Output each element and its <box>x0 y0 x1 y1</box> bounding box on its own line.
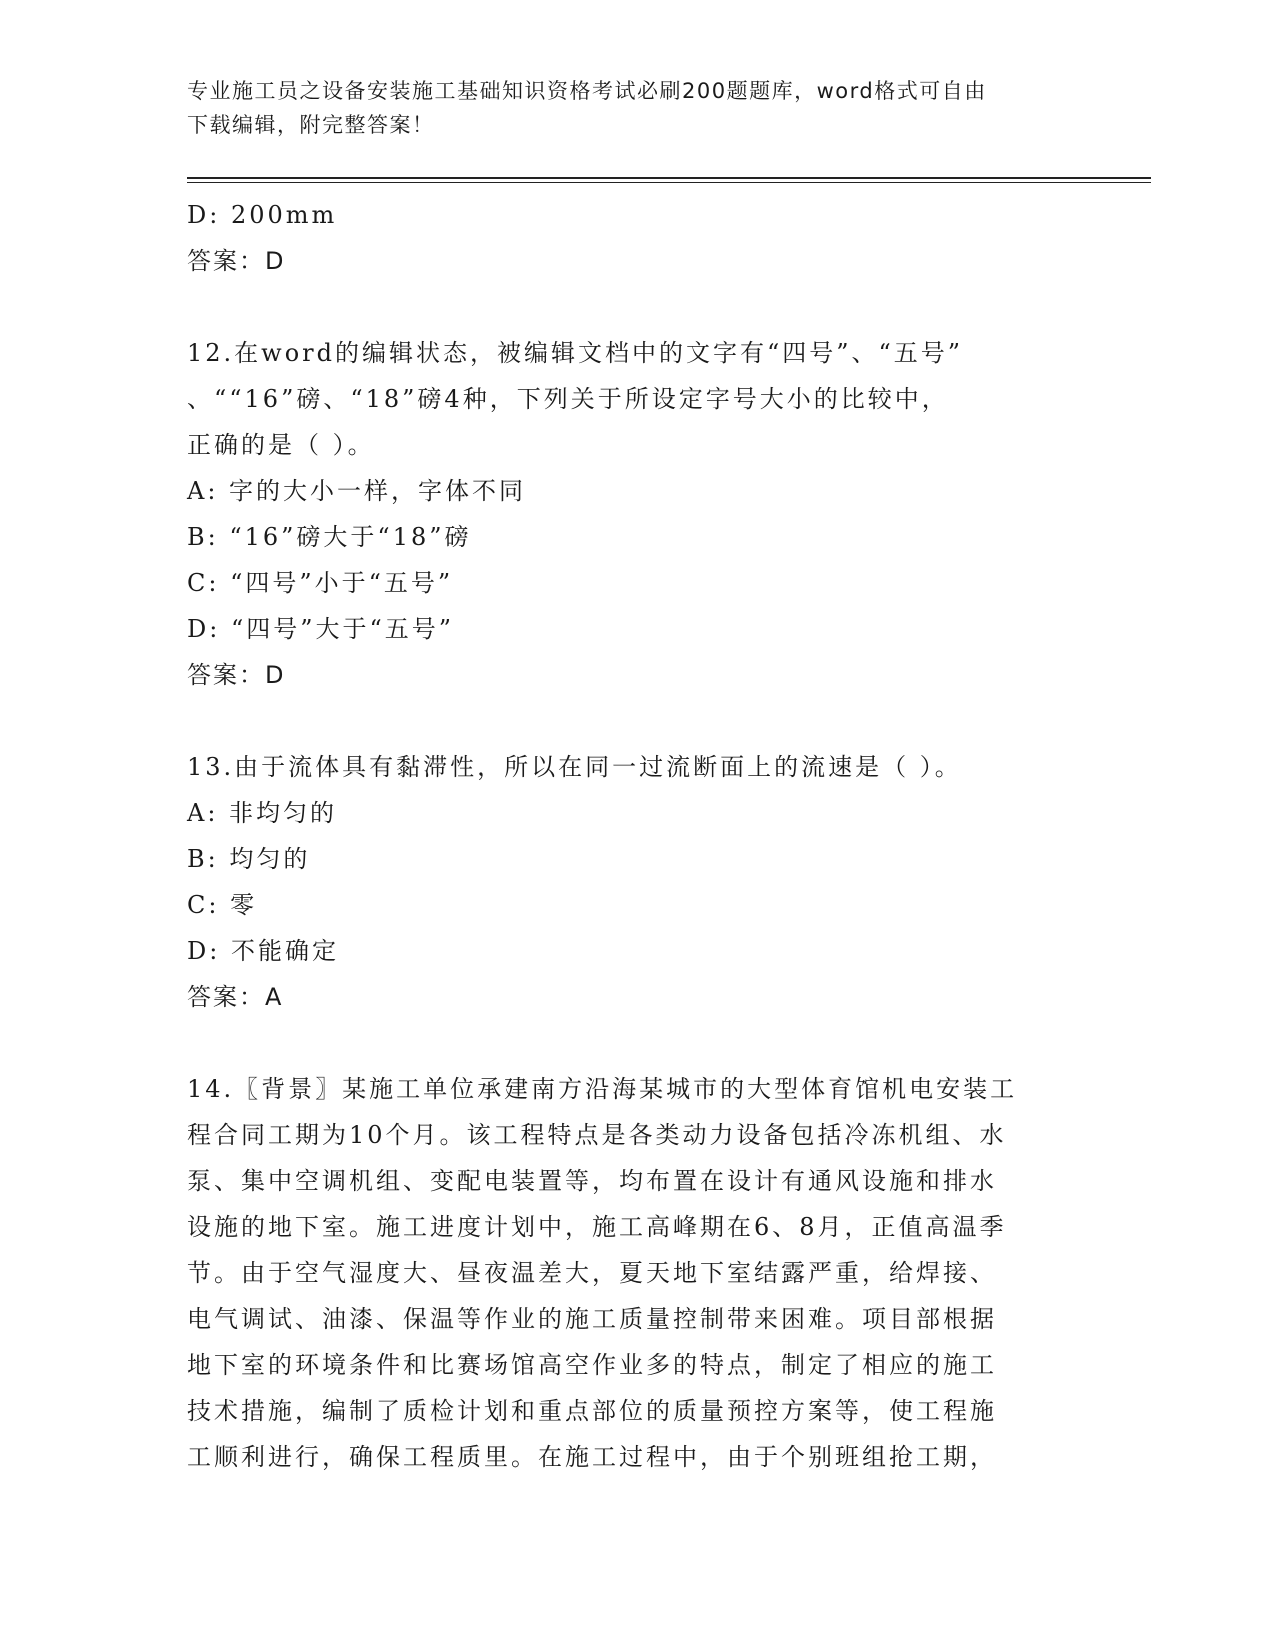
document-body <box>187 192 1087 1480</box>
q14-line: 工顺利进行，确保工程质里。在施工过程中，由于个别班组抢工期， <box>187 1443 997 1471</box>
spacer <box>187 698 1087 744</box>
q14-line: 程合同工期为10个月。该工程特点是各类动力设备包括冷冻机组、水 <box>187 1121 1007 1149</box>
q14-line: 地下室的环境条件和比赛场馆高空作业多的特点，制定了相应的施工 <box>187 1351 997 1379</box>
q14-line: 节。由于空气湿度大、昼夜温差大，夏天地下室结露严重，给焊接、 <box>187 1259 997 1287</box>
header-rule-thick <box>187 177 1151 179</box>
q12-option-a: A: 字的大小一样，字体不同 <box>187 477 527 505</box>
q14-line: 泵、集中空调机组、变配电装置等，均布置在设计有通风设施和排水 <box>187 1167 997 1195</box>
q14-line: 电气调试、油漆、保温等作业的施工质量控制带来困难。项目部根据 <box>187 1305 997 1333</box>
q12-answer: 答案：D <box>187 661 286 689</box>
spacer <box>187 1020 1087 1066</box>
spacer <box>187 284 1087 330</box>
header-rule-thin <box>187 182 1151 183</box>
q13-option-a: A: 非均匀的 <box>187 799 338 827</box>
q12-stem-line-2: 、““16”磅、“18”磅4种，下列关于所设定字号大小的比较中， <box>187 385 949 413</box>
q13-stem: 13.由于流体具有黏滞性，所以在同一过流断面上的流速是（ ）。 <box>187 753 962 781</box>
q13-option-c: C: 零 <box>187 891 258 919</box>
q11-answer: 答案：D <box>187 247 286 275</box>
header-line-2: 下载编辑，附完整答案！ <box>187 113 435 137</box>
header-line-1: 专业施工员之设备安装施工基础知识资格考试必刷200题题库，word格式可自由 <box>187 79 987 103</box>
q12-option-c: C: “四号”小于“五号” <box>187 569 454 597</box>
q13-option-d: D: 不能确定 <box>187 937 339 965</box>
q12-option-b: B: “16”磅大于“18”磅 <box>187 523 472 551</box>
q12-stem-line-1: 12.在word的编辑状态，被编辑文档中的文字有“四号”、“五号” <box>187 339 964 367</box>
q14-line: 设施的地下室。施工进度计划中，施工高峰期在6、8月，正值高温季 <box>187 1213 1007 1241</box>
q13-answer: 答案：A <box>187 983 284 1011</box>
q12-stem-line-3: 正确的是（ ）。 <box>187 431 375 459</box>
q13-option-b: B: 均匀的 <box>187 845 311 873</box>
q12-option-d: D: “四号”大于“五号” <box>187 615 455 643</box>
q11-option-d: D: 200mm <box>187 201 338 229</box>
document-header <box>187 74 1067 142</box>
q14-line: 14.〖背景〗某施工单位承建南方沿海某城市的大型体育馆机电安装工 <box>187 1075 1018 1103</box>
q14-line: 技术措施，编制了质检计划和重点部位的质量预控方案等，使工程施 <box>187 1397 997 1425</box>
